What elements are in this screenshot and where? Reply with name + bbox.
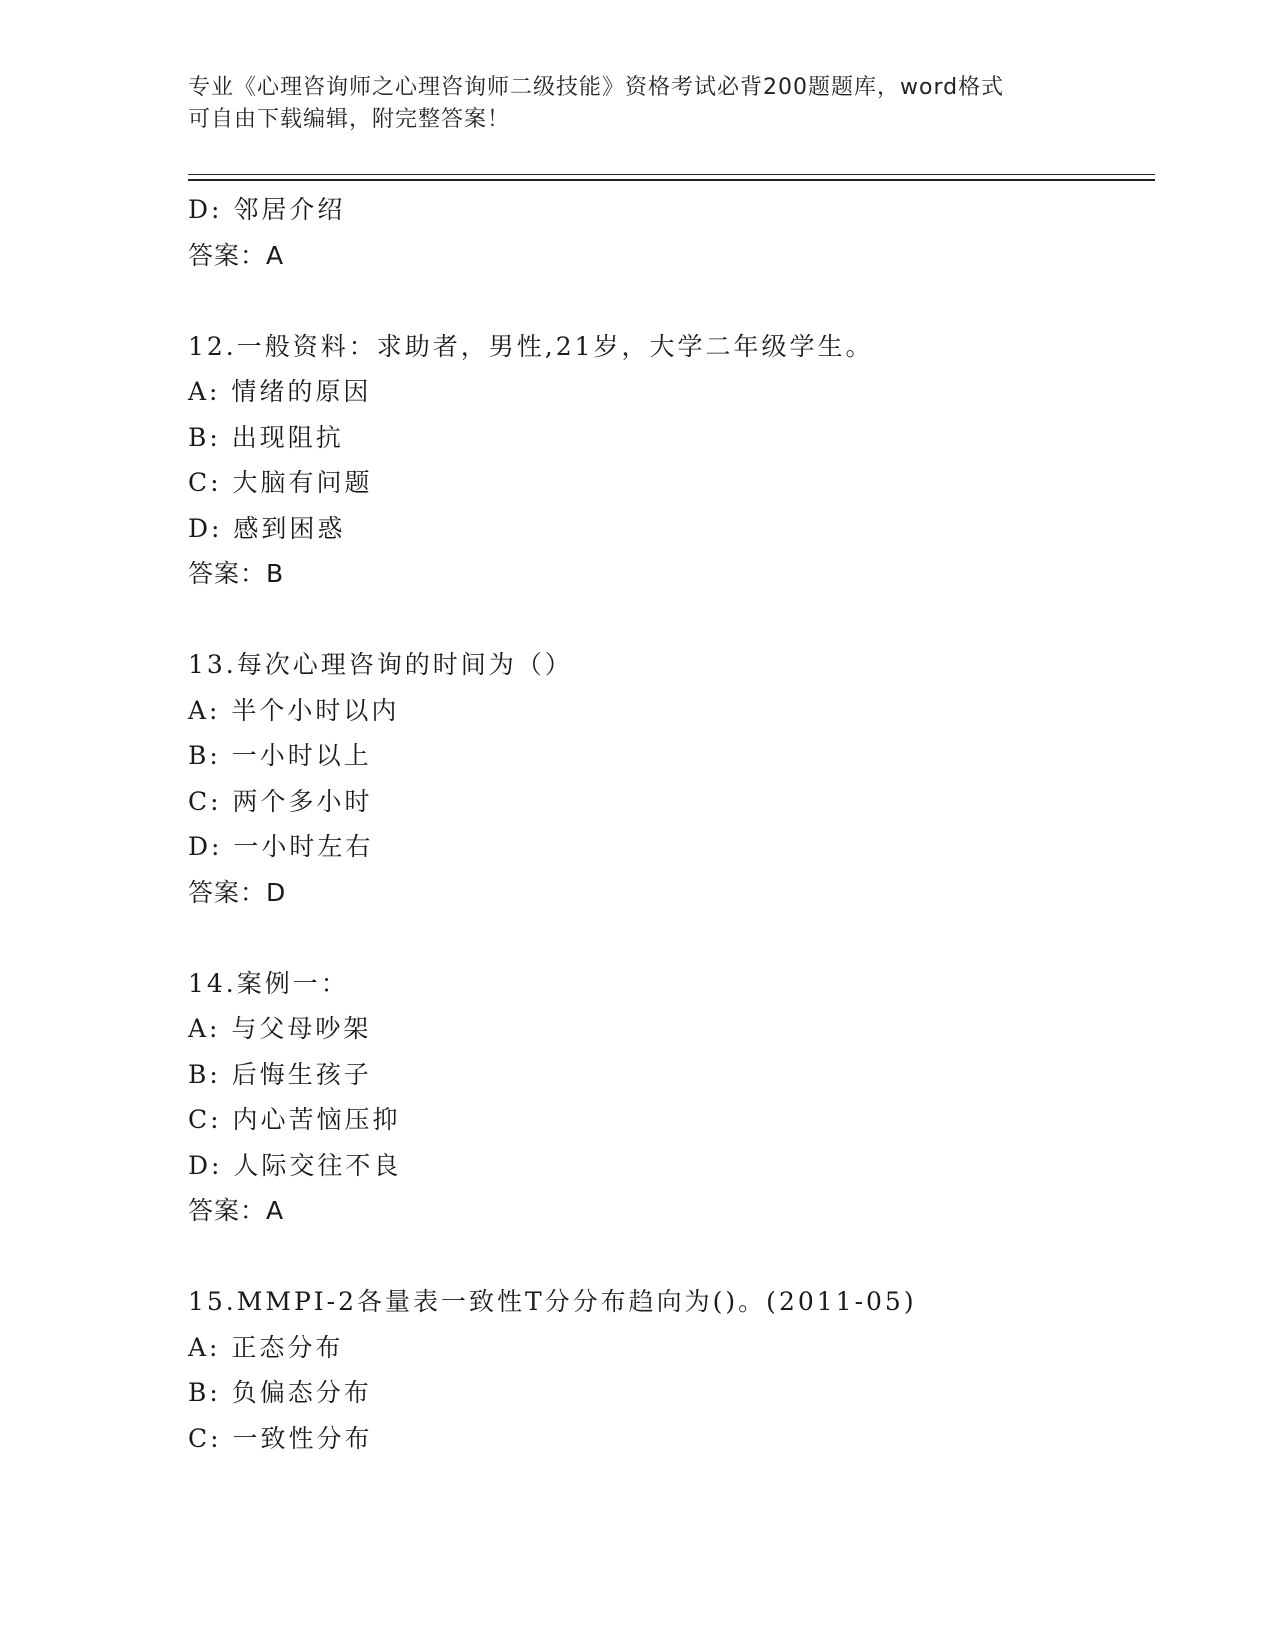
option-c: C: 内心苦恼压抑 — [188, 1105, 401, 1134]
spacer — [188, 278, 1148, 324]
spacer — [188, 597, 1148, 643]
header-line-2: 可自由下载编辑，附完整答案！ — [188, 107, 511, 132]
option-a: A: 正态分布 — [188, 1332, 344, 1362]
option-b: B: 一小时以上 — [188, 741, 372, 770]
header-line-1: 专业《心理咨询师之心理咨询师二级技能》资格考试必背200题题库，word格式 — [188, 75, 1005, 100]
option-b: B: 后悔生孩子 — [188, 1059, 372, 1089]
option-d: D: 感到困惑 — [188, 513, 346, 543]
answer-line: 答案：D — [188, 877, 287, 907]
spacer — [188, 1234, 1148, 1280]
answer-line: 答案：A — [188, 240, 285, 270]
option-b: B: 出现阻抗 — [188, 422, 344, 452]
document-header — [188, 72, 1088, 136]
header-rule-thin — [188, 174, 1155, 175]
option-c: C: 两个多小时 — [188, 786, 373, 816]
spacer — [188, 915, 1148, 961]
question-stem: 15.MMPI-2各量表一致性T分分布趋向为()。(2011-05) — [188, 1287, 917, 1316]
answer-line: 答案：A — [188, 1196, 285, 1225]
option-c: C: 大脑有问题 — [188, 468, 373, 497]
option-c: C: 一致性分布 — [188, 1423, 373, 1453]
option-d: D: 人际交往不良 — [188, 1150, 402, 1180]
option-d: D: 邻居介绍 — [188, 195, 346, 224]
option-a: A: 半个小时以内 — [188, 695, 400, 725]
header-rule-thick — [188, 179, 1155, 181]
question-stem: 13.每次心理咨询的时间为（） — [188, 650, 573, 679]
option-d: D: 一小时左右 — [188, 832, 374, 861]
answer-line: 答案：B — [188, 559, 285, 588]
option-a: A: 情绪的原因 — [188, 377, 372, 406]
question-stem: 12.一般资料：求助者，男性,21岁，大学二年级学生。 — [188, 331, 874, 361]
option-b: B: 负偏态分布 — [188, 1378, 372, 1407]
option-a: A: 与父母吵架 — [188, 1014, 372, 1043]
question-stem: 14.案例一： — [188, 968, 349, 998]
question-list — [188, 187, 1148, 1461]
